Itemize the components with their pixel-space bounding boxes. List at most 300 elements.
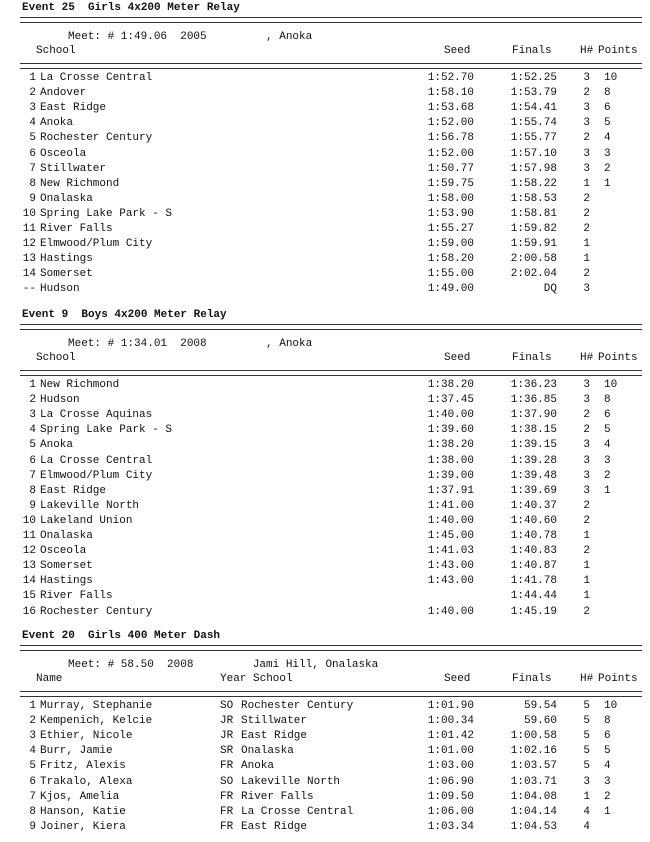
seed-time: 1:52.00 [427, 117, 474, 130]
seed-time: 1:09.50 [427, 790, 474, 803]
heat-number: 2 [583, 268, 590, 281]
place: 5 [29, 132, 36, 145]
finals-time: 1:39.69 [510, 484, 557, 497]
place: 4 [29, 117, 36, 130]
result-row [0, 424, 650, 439]
finals-time: 1:58.53 [510, 192, 557, 205]
school: Hastings [40, 253, 93, 266]
finals-time: 1:40.78 [510, 530, 557, 542]
heat-number: 2 [583, 424, 590, 437]
place: 15 [22, 590, 36, 603]
heat-number: 3 [583, 469, 590, 482]
points: 10 [604, 72, 618, 84]
finals-time: 1:03.71 [510, 775, 557, 788]
seed-time: 1:58.00 [427, 192, 474, 205]
points: 8 [604, 715, 611, 728]
place: 2 [29, 715, 36, 728]
finals-time: 59.60 [523, 715, 557, 728]
double-rule [20, 691, 642, 697]
athlete-name: Hanson, Katie [40, 805, 126, 818]
school: Hudson [40, 394, 80, 407]
seed-time: 1:40.00 [427, 605, 474, 618]
finals-time: 1:36.23 [510, 379, 557, 391]
place: 7 [29, 469, 36, 482]
seed-time: 1:43.00 [427, 575, 474, 588]
finals-time: 1:59.91 [510, 238, 557, 251]
heat-number: 5 [583, 730, 590, 743]
seed-time: 1:39.00 [427, 469, 474, 482]
year: FR [220, 760, 234, 773]
result-row [0, 283, 650, 298]
seed-time: 1:38.20 [427, 439, 474, 452]
place: 5 [29, 760, 36, 773]
seed-time: 1:43.00 [427, 560, 474, 573]
school: Lakeville North [40, 499, 140, 512]
meet-record: Meet: # 58.50 2008 Jami Hill, Onalaska [68, 659, 379, 671]
heat-number: 3 [583, 117, 590, 130]
event-title: Event 25 Girls 4x200 Meter Relay [22, 2, 240, 14]
finals-time: 1:57.98 [510, 162, 557, 175]
seed-time: 1:41.03 [427, 545, 474, 558]
result-row [0, 791, 650, 806]
school: Onalaska [241, 745, 294, 758]
school: East Ridge [241, 730, 308, 743]
finals-time: 1:40.60 [510, 514, 557, 527]
seed-time: 1:41.00 [427, 499, 474, 512]
result-row [0, 253, 650, 268]
finals-time: 1:58.81 [510, 207, 557, 220]
result-row [0, 439, 650, 454]
place: 13 [22, 253, 36, 266]
finals-time: 1:04.14 [510, 805, 557, 818]
seed-time: 1:56.78 [427, 132, 474, 145]
heat-number: 5 [583, 760, 590, 773]
double-rule [20, 17, 642, 23]
double-rule [20, 370, 642, 376]
heat-number: 2 [583, 87, 590, 100]
finals-time: 1:38.15 [510, 424, 557, 437]
place: 6 [29, 454, 36, 467]
athlete-name: Burr, Jamie [40, 745, 113, 758]
result-row [0, 455, 650, 470]
place: 9 [29, 499, 36, 512]
finals-time: 1:39.15 [510, 439, 557, 452]
school: River Falls [40, 590, 113, 603]
place: 12 [22, 238, 36, 251]
year: SO [220, 775, 234, 788]
finals-time: 1:40.87 [510, 560, 557, 573]
heat-number: 3 [583, 454, 590, 467]
result-row [0, 268, 650, 283]
finals-time: 1:55.74 [510, 117, 557, 130]
result-row [0, 208, 650, 223]
result-row [0, 715, 650, 730]
seed-time: 1:01.42 [427, 730, 474, 743]
finals-time: 1:39.48 [510, 469, 557, 482]
points: 3 [604, 454, 611, 467]
result-row [0, 117, 650, 132]
school: La Crosse Central [241, 805, 354, 818]
heat-number: 1 [583, 590, 590, 603]
column-header [0, 45, 650, 60]
heat-number: 1 [583, 790, 590, 803]
place: 8 [29, 484, 36, 497]
finals-time: 2:02.04 [510, 268, 557, 281]
points: 3 [604, 775, 611, 788]
school: East Ridge [40, 484, 107, 497]
finals-time: 1:44.44 [510, 590, 557, 603]
heat-number: 5 [583, 700, 590, 712]
result-row [0, 806, 650, 821]
school: La Crosse Central [40, 72, 153, 84]
place: -- [22, 283, 36, 296]
finals-time: 1:36.85 [510, 394, 557, 407]
athlete-name: Fritz, Alexis [40, 760, 126, 773]
seed-time: 1:06.90 [427, 775, 474, 788]
year: JR [220, 715, 234, 728]
heat-number: 1 [583, 530, 590, 542]
year: JR [220, 730, 234, 743]
place: 9 [29, 820, 36, 833]
finals-time: 1:59.82 [510, 223, 557, 235]
result-row [0, 394, 650, 409]
result-row [0, 470, 650, 485]
place: 7 [29, 162, 36, 175]
result-row [0, 132, 650, 147]
school: Rochester Century [40, 605, 153, 618]
result-row [0, 193, 650, 208]
seed-time: 1:37.91 [427, 484, 474, 497]
place: 10 [22, 207, 36, 220]
points: 2 [604, 469, 611, 482]
year: SO [220, 700, 234, 712]
school: Osceola [40, 147, 87, 160]
finals-time: 1:40.83 [510, 545, 557, 558]
finals-time: 1:37.90 [510, 409, 557, 422]
result-row [0, 700, 650, 715]
finals-time: DQ [543, 283, 557, 296]
heat-number: 2 [583, 605, 590, 618]
result-row [0, 500, 650, 515]
heat-number: 2 [583, 223, 590, 235]
heat-number: 3 [583, 379, 590, 391]
place: 8 [29, 177, 36, 190]
place: 10 [22, 514, 36, 527]
finals-time: 1:04.53 [510, 820, 557, 833]
heat-number: 1 [583, 560, 590, 573]
result-row [0, 178, 650, 193]
school: Spring Lake Park - S [40, 424, 173, 437]
heat-number: 2 [583, 192, 590, 205]
seed-time: 1:59.00 [427, 238, 474, 251]
place: 4 [29, 424, 36, 437]
seed-time: 1:53.68 [427, 102, 474, 115]
points: 1 [604, 484, 611, 497]
header-finals: Finals [512, 45, 552, 57]
place: 14 [22, 268, 36, 281]
header-seed: Seed [444, 673, 471, 685]
points: 4 [604, 132, 611, 145]
points: 1 [604, 805, 611, 818]
result-row [0, 102, 650, 117]
finals-time: 1:57.10 [510, 147, 557, 160]
place: 3 [29, 409, 36, 422]
points: 8 [604, 87, 611, 100]
school: New Richmond [40, 177, 120, 190]
place: 8 [29, 805, 36, 818]
heat-number: 1 [583, 575, 590, 588]
place: 4 [29, 745, 36, 758]
seed-time: 1:55.00 [427, 268, 474, 281]
seed-time: 1:50.77 [427, 162, 474, 175]
result-row [0, 238, 650, 253]
result-row [0, 560, 650, 575]
result-row [0, 87, 650, 102]
points: 4 [604, 439, 611, 452]
result-row [0, 409, 650, 424]
heat-number: 3 [583, 439, 590, 452]
points: 3 [604, 147, 611, 160]
athlete-name: Ethier, Nicole [40, 730, 133, 743]
points: 10 [604, 700, 618, 712]
finals-time: 1:39.28 [510, 454, 557, 467]
school: East Ridge [241, 820, 308, 833]
meet-record: Meet: # 1:34.01 2008 , Anoka [68, 338, 313, 350]
seed-time: 1:37.45 [427, 394, 474, 407]
heat-number: 5 [583, 745, 590, 758]
school: Onalaska [40, 530, 93, 542]
seed-time: 1:40.00 [427, 514, 474, 527]
result-row [0, 590, 650, 605]
place: 2 [29, 394, 36, 407]
school: Stillwater [40, 162, 107, 175]
result-row [0, 72, 650, 87]
seed-time: 1:39.60 [427, 424, 474, 437]
heat-number: 2 [583, 514, 590, 527]
points: 2 [604, 162, 611, 175]
header-seed: Seed [444, 45, 471, 57]
seed-time: 1:01.00 [427, 745, 474, 758]
school: Elmwood/Plum City [40, 238, 153, 251]
place: 16 [22, 605, 36, 618]
result-row [0, 821, 650, 836]
school: Stillwater [241, 715, 308, 728]
points: 6 [604, 102, 611, 115]
header-name: School [36, 352, 76, 364]
seed-time: 1:59.75 [427, 177, 474, 190]
heat-number: 1 [583, 177, 590, 190]
place: 3 [29, 730, 36, 743]
place: 11 [22, 530, 36, 542]
points: 5 [604, 745, 611, 758]
school: Rochester Century [241, 700, 354, 712]
double-rule [20, 645, 642, 651]
seed-time: 1:38.00 [427, 454, 474, 467]
heat-number: 2 [583, 409, 590, 422]
seed-time: 1:45.00 [427, 530, 474, 542]
result-row [0, 776, 650, 791]
finals-time: 1:53.79 [510, 87, 557, 100]
header-name: Name [36, 673, 63, 685]
result-row [0, 515, 650, 530]
seed-time: 1:49.00 [427, 283, 474, 296]
finals-time: 1:52.25 [510, 72, 557, 84]
result-row [0, 545, 650, 560]
heat-number: 2 [583, 207, 590, 220]
heat-number: 2 [583, 545, 590, 558]
points: 10 [604, 379, 618, 391]
place: 5 [29, 439, 36, 452]
place: 12 [22, 545, 36, 558]
school: Somerset [40, 560, 93, 573]
heat-number: 3 [583, 102, 590, 115]
place: 9 [29, 192, 36, 205]
school: River Falls [241, 790, 314, 803]
header-points: Points [598, 352, 638, 364]
seed-time: 1:55.27 [427, 223, 474, 235]
result-row [0, 148, 650, 163]
heat-number: 4 [583, 805, 590, 818]
heat-number: 3 [583, 283, 590, 296]
school: Anoka [40, 117, 74, 130]
school: Anoka [40, 439, 74, 452]
seed-time: 1:38.20 [427, 379, 474, 391]
column-header [0, 352, 650, 367]
heat-number: 4 [583, 820, 590, 833]
seed-time: 1:52.00 [427, 147, 474, 160]
result-row [0, 760, 650, 775]
points: 5 [604, 117, 611, 130]
finals-time: 1:41.78 [510, 575, 557, 588]
school: New Richmond [40, 379, 120, 391]
heat-number: 5 [583, 715, 590, 728]
seed-time: 1:40.00 [427, 409, 474, 422]
place: 13 [22, 560, 36, 573]
finals-time: 2:00.58 [510, 253, 557, 266]
seed-time: 1:03.00 [427, 760, 474, 773]
school: River Falls [40, 223, 113, 235]
header-seed: Seed [444, 352, 471, 364]
heat-number: 3 [583, 484, 590, 497]
place: 1 [29, 72, 36, 84]
double-rule [20, 63, 642, 69]
points: 8 [604, 394, 611, 407]
year: SR [220, 745, 234, 758]
heat-number: 2 [583, 132, 590, 145]
school: Andover [40, 87, 87, 100]
finals-time: 1:55.77 [510, 132, 557, 145]
place: 1 [29, 700, 36, 712]
year: FR [220, 790, 234, 803]
seed-time: 1:06.00 [427, 805, 474, 818]
heat-number: 3 [583, 162, 590, 175]
points: 6 [604, 730, 611, 743]
meet-record: Meet: # 1:49.06 2005 , Anoka [68, 31, 313, 43]
school: Rochester Century [40, 132, 153, 145]
result-row [0, 485, 650, 500]
heat-number: 2 [583, 499, 590, 512]
finals-time: 1:40.37 [510, 499, 557, 512]
result-row [0, 575, 650, 590]
header-points: Points [598, 673, 638, 685]
points: 1 [604, 177, 611, 190]
finals-time: 1:03.57 [510, 760, 557, 773]
athlete-name: Kempenich, Kelcie [40, 715, 153, 728]
double-rule [20, 324, 642, 330]
seed-time: 1:52.70 [427, 72, 474, 84]
heat-number: 3 [583, 394, 590, 407]
school: Anoka [241, 760, 275, 773]
seed-time: 1:53.90 [427, 207, 474, 220]
header-heat: H# [580, 673, 594, 685]
place: 6 [29, 147, 36, 160]
year: FR [220, 805, 234, 818]
athlete-name: Murray, Stephanie [40, 700, 153, 712]
seed-time: 1:58.20 [427, 253, 474, 266]
header-year-school: Year School [220, 673, 293, 685]
school: Somerset [40, 268, 93, 281]
heat-number: 3 [583, 775, 590, 788]
school: East Ridge [40, 102, 107, 115]
school: Spring Lake Park - S [40, 207, 173, 220]
heat-number: 1 [583, 253, 590, 266]
school: Lakeville North [241, 775, 341, 788]
school: Onalaska [40, 192, 93, 205]
heat-number: 3 [583, 72, 590, 84]
heat-number: 3 [583, 147, 590, 160]
header-points: Points [598, 45, 638, 57]
seed-time: 1:01.90 [427, 700, 474, 712]
place: 14 [22, 575, 36, 588]
column-header [0, 673, 650, 688]
finals-time: 1:45.19 [510, 605, 557, 618]
points: 6 [604, 409, 611, 422]
place: 6 [29, 775, 36, 788]
points: 2 [604, 790, 611, 803]
athlete-name: Joiner, Kiera [40, 820, 126, 833]
header-heat: H# [580, 45, 594, 57]
header-finals: Finals [512, 673, 552, 685]
header-finals: Finals [512, 352, 552, 364]
school: Hastings [40, 575, 93, 588]
result-row [0, 606, 650, 621]
school: Osceola [40, 545, 87, 558]
finals-time: 1:58.22 [510, 177, 557, 190]
result-row [0, 379, 650, 394]
athlete-name: Kjos, Amelia [40, 790, 120, 803]
place: 3 [29, 102, 36, 115]
place: 7 [29, 790, 36, 803]
finals-time: 1:04.08 [510, 790, 557, 803]
finals-time: 1:02.16 [510, 745, 557, 758]
school: Hudson [40, 283, 80, 296]
school: Elmwood/Plum City [40, 469, 153, 482]
event-title: Event 20 Girls 400 Meter Dash [22, 630, 221, 642]
result-row [0, 163, 650, 178]
points: 5 [604, 424, 611, 437]
finals-time: 59.54 [523, 700, 557, 712]
finals-time: 1:00.58 [510, 730, 557, 743]
result-row [0, 730, 650, 745]
seed-time: 1:00.34 [427, 715, 474, 728]
place: 1 [29, 379, 36, 391]
finals-time: 1:54.41 [510, 102, 557, 115]
athlete-name: Trakalo, Alexa [40, 775, 133, 788]
school: La Crosse Central [40, 454, 153, 467]
place: 2 [29, 87, 36, 100]
header-name: School [36, 45, 76, 57]
seed-time: 1:03.34 [427, 820, 474, 833]
